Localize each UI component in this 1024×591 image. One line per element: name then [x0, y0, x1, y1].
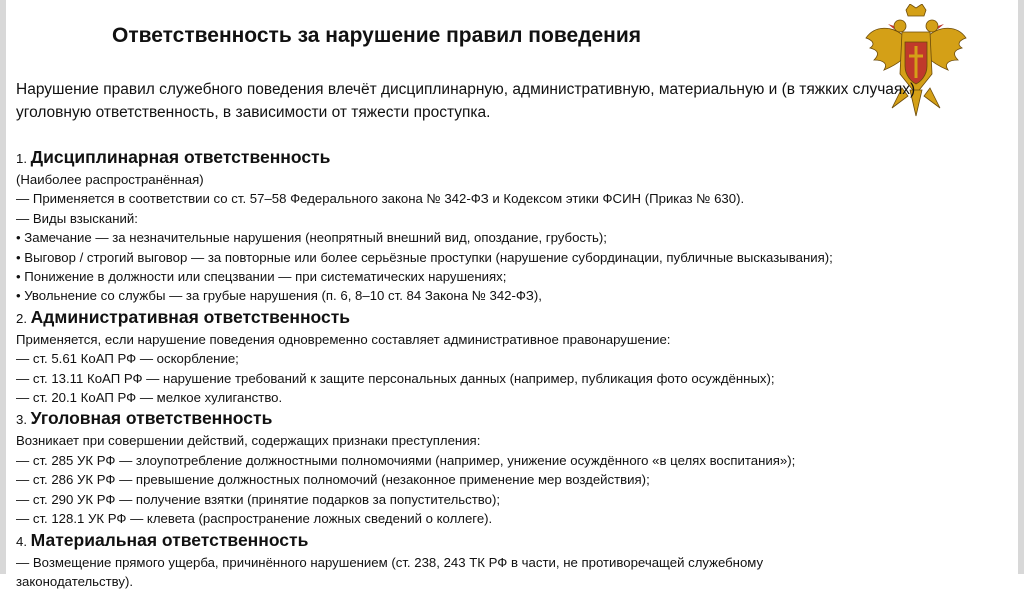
list-item: — ст. 5.61 КоАП РФ — оскорбление;	[16, 351, 239, 367]
section-title: Административная ответственность	[30, 306, 351, 327]
list-item: — ст. 290 УК РФ — получение взятки (принятие подарков за попустительство);	[16, 491, 501, 507]
section-heading	[16, 146, 1006, 170]
text-line: — Виды взысканий:	[16, 210, 138, 226]
list-item: — ст. 128.1 УК РФ — клевета (распространение ложных сведений о коллеге).	[16, 511, 493, 527]
list-item: — ст. 13.11 КоАП РФ — нарушение требований к защите персональных данных (например, публикация фото осуждённых);	[16, 370, 775, 386]
list-item: — ст. 20.1 КоАП РФ — мелкое хулиганство.	[16, 390, 283, 406]
section-heading	[16, 529, 1006, 553]
list-item: — Возмещение прямого ущерба, причинённого нарушением (ст. 238, 243 ТК РФ в части, не противоречащей служебному	[16, 554, 764, 570]
sections-container	[16, 146, 1006, 591]
section-heading	[16, 306, 1006, 330]
text-line: (Наиболее распространённая)	[16, 172, 204, 187]
slide-frame-right	[1018, 0, 1024, 574]
text-line: законодательству).	[16, 573, 134, 589]
intro-paragraph: Нарушение правил служебного поведения влечёт дисциплинарную, административную, материальную и (в тяжких случаях) уголовную ответственность, в зависимости от тяжести проступка.	[16, 81, 916, 121]
list-item: • Увольнение со службы — за грубые нарушения (п. 6, 8–10 ст. 84 Закона № 342-ФЗ),	[16, 288, 542, 304]
section-title: Дисциплинарная ответственность	[30, 147, 331, 167]
section-number: 4.	[16, 533, 27, 549]
text-line: Возникает при совершении действий, содержащих признаки преступления:	[16, 433, 481, 449]
section-title: Уголовная ответственность	[30, 408, 273, 429]
section-number: 3.	[16, 412, 27, 428]
text-line: — Применяется в соответствии со ст. 57–58 Федерального закона № 342-ФЗ и Кодексом этики ФСИН (Приказ № 630).	[16, 191, 745, 207]
slide-frame-left	[0, 0, 6, 574]
section-number: 1.	[16, 151, 27, 166]
list-item: — ст. 285 УК РФ — злоупотребление должностными полномочиями (например, унижение осуждённого «в целях воспитания»);	[16, 452, 796, 468]
list-item: • Понижение в должности или спецзвании — при систематических нарушениях;	[16, 269, 507, 285]
list-item: — ст. 286 УК РФ — превышение должностных полномочий (незаконное применение мер воздействия);	[16, 472, 650, 488]
list-item: • Выговор / строгий выговор — за повторные или более серьёзные проступки (нарушение субординации, публичные высказывания);	[16, 249, 833, 265]
page-title: Ответственность за нарушение правил поведения	[112, 24, 641, 47]
list-item: • Замечание — за незначительные нарушения (неопрятный внешний вид, опоздание, грубость);	[16, 230, 607, 246]
section-heading	[16, 407, 1006, 431]
text-line: Применяется, если нарушение поведения одновременно составляет административное правонарушение:	[16, 331, 671, 347]
section-number: 2.	[16, 310, 27, 326]
section-title: Материальная ответственность	[30, 529, 309, 550]
